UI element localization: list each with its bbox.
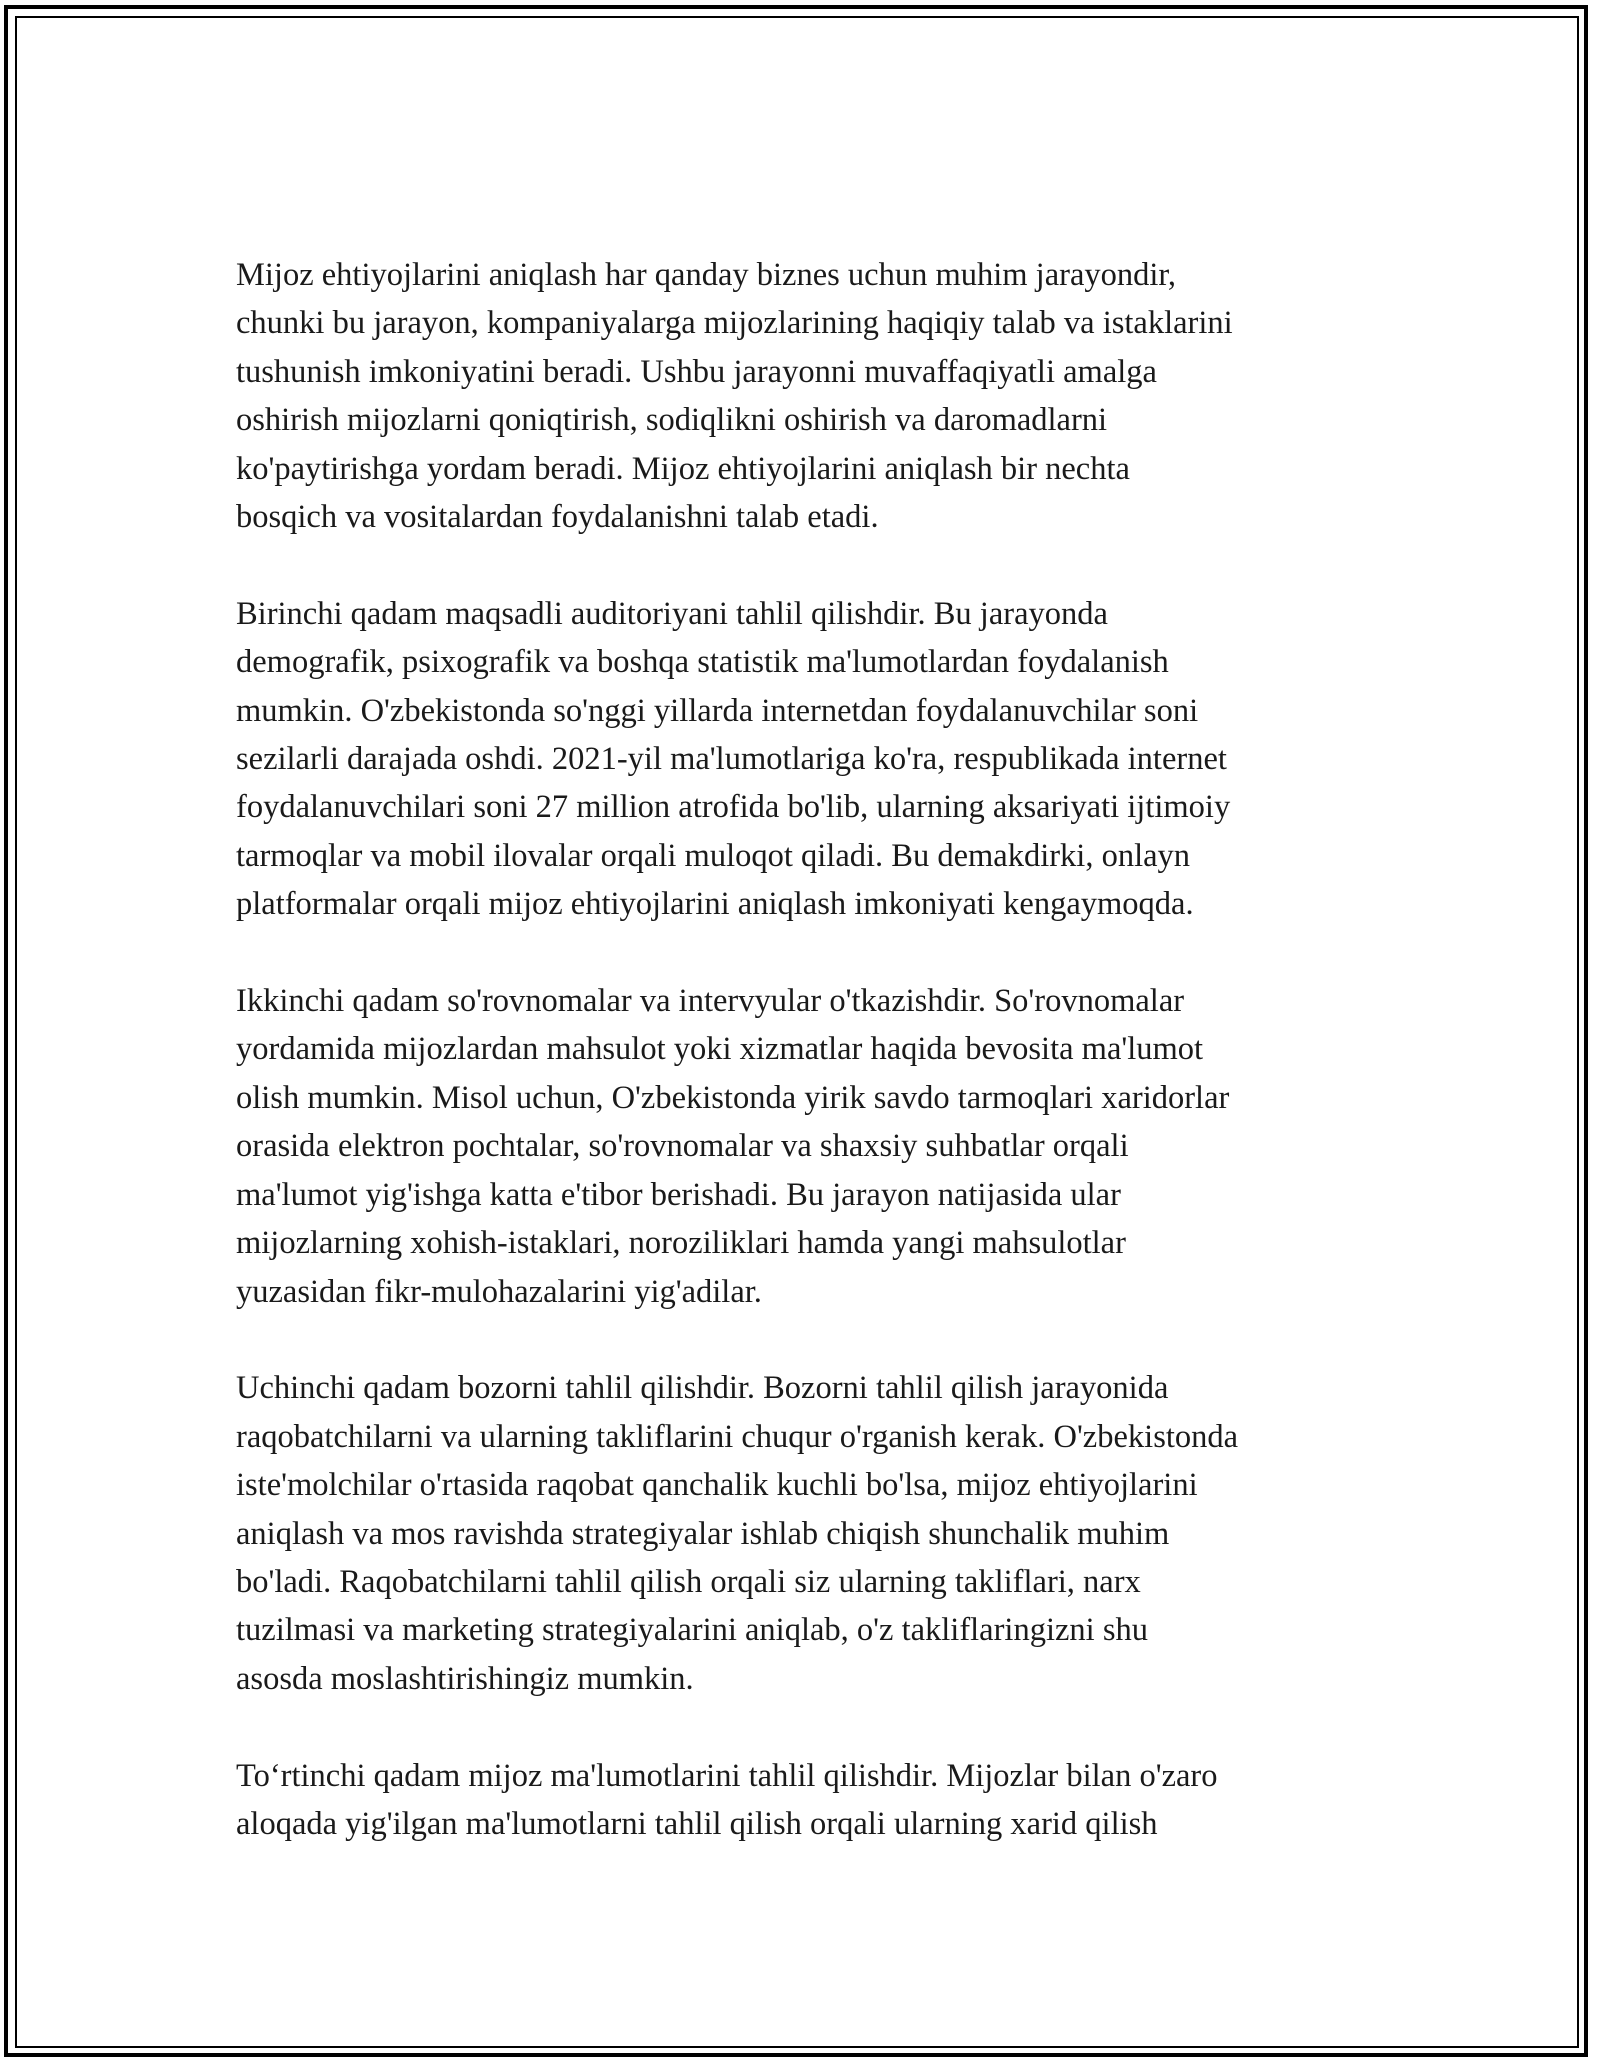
text-line: olish mumkin. Misol uchun, O'zbekistonda yirik savdo tarmoqlari xaridorlar bbox=[236, 1079, 1230, 1116]
text-line: ko'paytirishga yordam beradi. Mijoz ehtiyojlarini aniqlash bir nechta bbox=[236, 450, 1130, 487]
text-line: mumkin. O'zbekistonda so'nggi yillarda internetdan foydalanuvchilar soni bbox=[236, 692, 1199, 729]
text-line: To‘rtinchi qadam mijoz ma'lumotlarini tahlil qilishdir. Mijozlar bilan o'zaro bbox=[236, 1757, 1218, 1794]
text-line: platformalar orqali mijoz ehtiyojlarini aniqlash imkoniyati kengaymoqda. bbox=[236, 886, 1194, 923]
text-line: foydalanuvchilari soni 27 million atrofida bo'lib, ularning aksariyati ijtimoiy bbox=[236, 789, 1231, 826]
text-line: bo'ladi. Raqobatchilarni tahlil qilish orqali siz ularning takliflari, narx bbox=[236, 1563, 1141, 1600]
text-line: oshirish mijozlarni qoniqtirish, sodiqlikni oshirish va daromadlarni bbox=[236, 402, 1108, 439]
text-line: yordamida mijozlardan mahsulot yoki xizmatlar haqida bevosita ma'lumot bbox=[236, 1031, 1204, 1068]
paragraph-first-step bbox=[236, 590, 1376, 929]
paragraph-second-step bbox=[236, 977, 1376, 1316]
text-line: orasida elektron pochtalar, so'rovnomalar va shaxsiy suhbatlar orqali bbox=[236, 1128, 1129, 1165]
text-line: aloqada yig'ilgan ma'lumotlarni tahlil qilish orqali ularning xarid qilish bbox=[236, 1805, 1158, 1842]
text-line: Birinchi qadam maqsadli auditoriyani tahlil qilishdir. Bu jarayonda bbox=[236, 595, 1108, 632]
document-body bbox=[236, 251, 1376, 1897]
text-line: raqobatchilarni va ularning takliflarini chuqur o'rganish kerak. O'zbekistonda bbox=[236, 1418, 1239, 1455]
text-line: aniqlash va mos ravishda strategiyalar ishlab chiqish shunchalik muhim bbox=[236, 1515, 1170, 1552]
text-line: sezilarli darajada oshdi. 2021-yil ma'lumotlariga ko'ra, respublikada internet bbox=[236, 741, 1227, 778]
text-line: Mijoz ehtiyojlarini aniqlash har qanday biznes uchun muhim jarayondir, bbox=[236, 257, 1177, 293]
text-line: ma'lumot yig'ishga katta e'tibor berishadi. Bu jarayon natijasida ular bbox=[236, 1176, 1121, 1213]
text-line: yuzasidan fikr-mulohazalarini yig'adilar. bbox=[236, 1273, 762, 1310]
text-line: demografik, psixografik va boshqa statistik ma'lumotlardan foydalanish bbox=[236, 644, 1169, 681]
text-line: chunki bu jarayon, kompaniyalarga mijozlarining haqiqiy talab va istaklarini bbox=[236, 305, 1233, 342]
text-line: Ikkinchi qadam so'rovnomalar va intervyular o'tkazishdir. So'rovnomalar bbox=[236, 983, 1185, 1020]
text-line: iste'molchilar o'rtasida raqobat qanchalik kuchli bo'lsa, mijoz ehtiyojlarini bbox=[236, 1467, 1198, 1504]
text-line: tarmoqlar va mobil ilovalar orqali muloqot qiladi. Bu demakdirki, onlayn bbox=[236, 837, 1191, 874]
text-line: Uchinchi qadam bozorni tahlil qilishdir. Bozorni tahlil qilish jarayonida bbox=[236, 1370, 1169, 1407]
paragraph-third-step bbox=[236, 1364, 1376, 1703]
paragraph-intro bbox=[236, 251, 1376, 541]
text-line: asosda moslashtirishingiz mumkin. bbox=[236, 1660, 694, 1697]
text-line: tushunish imkoniyatini beradi. Ushbu jarayonni muvaffaqiyatli amalga bbox=[236, 353, 1157, 390]
text-line: mijozlarning xohish-istaklari, noroziliklari hamda yangi mahsulotlar bbox=[236, 1225, 1126, 1262]
text-line: bosqich va vositalardan foydalanishni talab etadi. bbox=[236, 499, 879, 536]
text-line: tuzilmasi va marketing strategiyalarini aniqlab, o'z takliflaringizni shu bbox=[236, 1612, 1148, 1649]
paragraph-fourth-step bbox=[236, 1752, 1376, 1849]
